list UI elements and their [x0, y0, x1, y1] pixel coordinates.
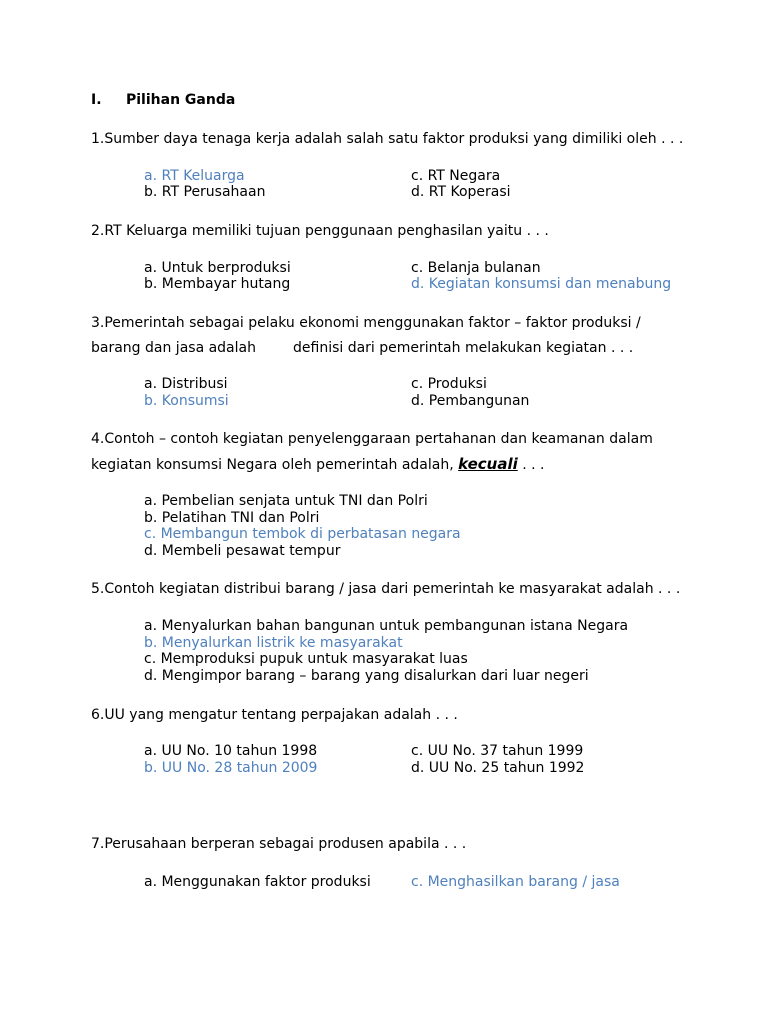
- question-4-line-2: [91, 456, 544, 473]
- q2-option-b: b. Membayar hutang: [144, 276, 291, 292]
- q6-option-a: a. UU No. 10 tahun 1998: [144, 743, 318, 759]
- q3-option-c: c. Produksi: [411, 376, 487, 392]
- question-5-text: 5.Contoh kegiatan distribui barang / jasa dari pemerintah ke masyarakat adalah . . .: [91, 581, 681, 597]
- q3-option-a: a. Distribusi: [144, 376, 228, 392]
- q6-option-d: d. UU No. 25 tahun 1992: [411, 760, 585, 776]
- q2-option-c: c. Belanja bulanan: [411, 260, 541, 276]
- q1-option-b: b. RT Perusahaan: [144, 184, 266, 200]
- q1-option-c: c. RT Negara: [411, 168, 501, 184]
- q1-option-d: d. RT Koperasi: [411, 184, 511, 200]
- q6-option-b: b. UU No. 28 tahun 2009: [144, 760, 318, 776]
- q2-option-a: a. Untuk berproduksi: [144, 260, 291, 276]
- q7-option-a: a. Menggunakan faktor produksi: [144, 874, 371, 890]
- question-4-ellipsis: . . .: [522, 457, 545, 473]
- question-6-text: 6.UU yang mengatur tentang perpajakan adalah . . .: [91, 707, 458, 723]
- q6-option-c: c. UU No. 37 tahun 1999: [411, 743, 584, 759]
- kecuali-emphasis: kecuali: [458, 455, 518, 473]
- section-title: Pilihan Ganda: [126, 92, 236, 108]
- q1-option-a: a. RT Keluarga: [144, 168, 245, 184]
- question-7-text: 7.Perusahaan berperan sebagai produsen apabila . . .: [91, 836, 467, 852]
- q4-option-a: a. Pembelian senjata untuk TNI dan Polri: [144, 493, 428, 509]
- question-2-text: 2.RT Keluarga memiliki tujuan penggunaan penghasilan yaitu . . .: [91, 223, 549, 239]
- section-number: I.: [91, 92, 102, 108]
- q5-option-a: a. Menyalurkan bahan bangunan untuk pembangunan istana Negara: [144, 618, 629, 634]
- q4-option-d: d. Membeli pesawat tempur: [144, 543, 341, 559]
- q5-option-b: b. Menyalurkan listrik ke masyarakat: [144, 635, 403, 651]
- q5-option-d: d. Mengimpor barang – barang yang disalurkan dari luar negeri: [144, 668, 589, 684]
- q4-option-c: c. Membangun tembok di perbatasan negara: [144, 526, 461, 542]
- q4-option-b: b. Pelatihan TNI dan Polri: [144, 510, 320, 526]
- question-3-line-1: 3.Pemerintah sebagai pelaku ekonomi menggunakan faktor – faktor produksi /: [91, 315, 641, 331]
- q5-option-c: c. Memproduksi pupuk untuk masyarakat luas: [144, 651, 468, 667]
- q3-option-d: d. Pembangunan: [411, 393, 530, 409]
- question-3-line-2b: definisi dari pemerintah melakukan kegiatan . . .: [293, 340, 634, 356]
- question-1-text: 1.Sumber daya tenaga kerja adalah salah satu faktor produksi yang dimiliki oleh . . .: [91, 131, 684, 147]
- q7-option-c: c. Menghasilkan barang / jasa: [411, 874, 620, 890]
- question-3-line-2a: barang dan jasa adalah: [91, 340, 256, 356]
- q2-option-d: d. Kegiatan konsumsi dan menabung: [411, 276, 672, 292]
- question-4-line-2-text: kegiatan konsumsi Negara oleh pemerintah adalah,: [91, 457, 454, 473]
- question-4-line-1: 4.Contoh – contoh kegiatan penyelenggaraan pertahanan dan keamanan dalam: [91, 431, 653, 447]
- q3-option-b: b. Konsumsi: [144, 393, 229, 409]
